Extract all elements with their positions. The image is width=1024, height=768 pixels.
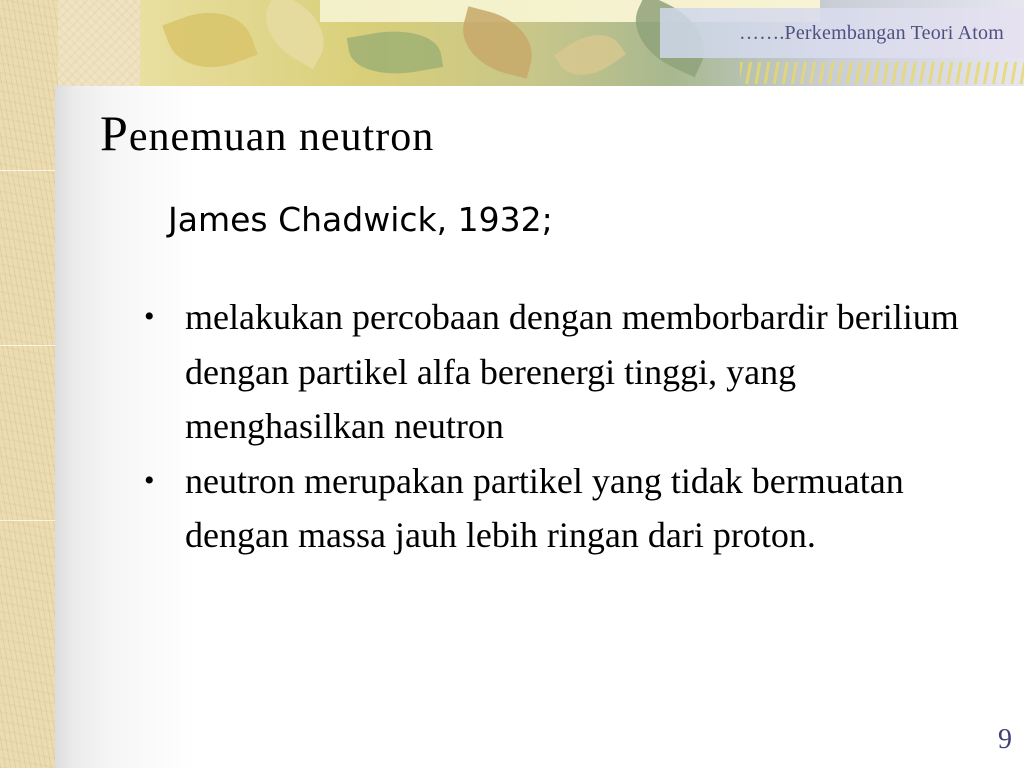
slide-subtitle: James Chadwick, 1932; <box>168 200 553 239</box>
strip-divider <box>0 170 58 171</box>
left-parchment-strip <box>0 0 58 768</box>
bullet-list <box>140 290 1000 563</box>
section-header-label: …….Perkembangan Teori Atom <box>738 22 1004 44</box>
page-number: 9 <box>998 724 1012 755</box>
bullet-text: melakukan percobaan dengan memborbardir berilium dengan partikel alfa berenergi tinggi, yang menghasilkan neutron <box>185 297 959 446</box>
strip-divider <box>0 520 58 521</box>
banner-stripes <box>740 62 1024 84</box>
bullet-text: neutron merupakan partikel yang tidak bermuatan dengan massa jauh lebih ringan dari proton. <box>185 460 904 555</box>
bullet-dot-icon: • <box>144 463 155 497</box>
leaf-decoration <box>347 23 443 83</box>
strip-divider <box>0 345 58 346</box>
bullet-item <box>140 290 1000 454</box>
slide-title <box>100 104 434 162</box>
leaf-decoration <box>162 0 258 82</box>
leaf-decoration <box>554 21 626 86</box>
title-initial: P <box>100 105 129 161</box>
title-rest: enemuan neutron <box>128 114 435 160</box>
bullet-item <box>140 454 1000 563</box>
bullet-dot-icon: • <box>144 300 155 333</box>
